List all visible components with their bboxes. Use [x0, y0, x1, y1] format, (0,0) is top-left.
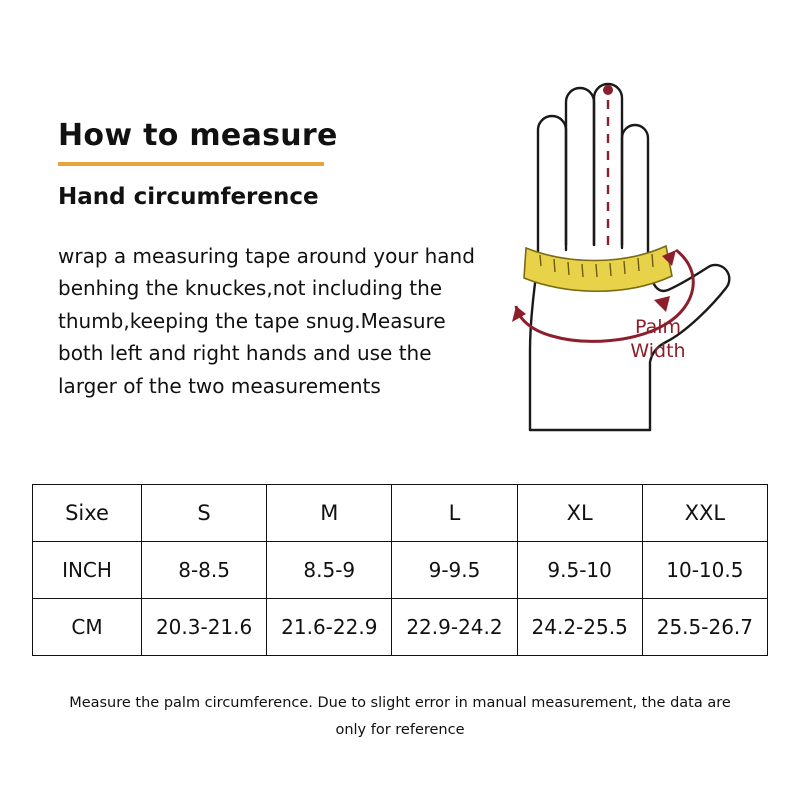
table-row [33, 542, 768, 599]
table-row [33, 485, 768, 542]
table-cell: 9-9.5 [392, 542, 517, 599]
table-cell: L [392, 485, 517, 542]
table-cell: 8.5-9 [267, 542, 392, 599]
table-cell: CM [33, 599, 142, 656]
table-cell: 20.3-21.6 [142, 599, 267, 656]
instructions-text: wrap a measuring tape around your hand benhing the knuckes,not including the thumb,keeping the tape snug.Measure both left and right hands and use the larger of the two measurements [58, 244, 475, 398]
palm-width-label-line2: Width [630, 339, 686, 362]
center-dashed-line [603, 85, 613, 250]
table-cell: 21.6-22.9 [267, 599, 392, 656]
palm-width-label-line1: Palm [634, 316, 682, 338]
hand-illustration [490, 50, 790, 450]
table-cell: XL [517, 485, 642, 542]
palm-width-label [603, 316, 713, 364]
section-subtitle: Hand circumference [58, 184, 319, 210]
instructions-block [58, 118, 498, 402]
table-cell: 22.9-24.2 [392, 599, 517, 656]
footnote-text: Measure the palm circumference. Due to slight error in manual measurement, the data are only for reference [69, 695, 731, 738]
title-underline [58, 162, 324, 166]
table-row [33, 599, 768, 656]
size-table [32, 484, 768, 656]
table-cell: 9.5-10 [517, 542, 642, 599]
table-cell: M [267, 485, 392, 542]
table-cell: 8-8.5 [142, 542, 267, 599]
table-cell: 10-10.5 [642, 542, 767, 599]
table-cell: XXL [642, 485, 767, 542]
table-cell: Sixe [33, 485, 142, 542]
size-table-wrapper [32, 484, 768, 656]
measuring-tape [524, 246, 672, 291]
table-cell: INCH [33, 542, 142, 599]
page-title: How to measure [58, 118, 338, 153]
table-cell: S [142, 485, 267, 542]
table-cell: 24.2-25.5 [517, 599, 642, 656]
table-cell: 25.5-26.7 [642, 599, 767, 656]
